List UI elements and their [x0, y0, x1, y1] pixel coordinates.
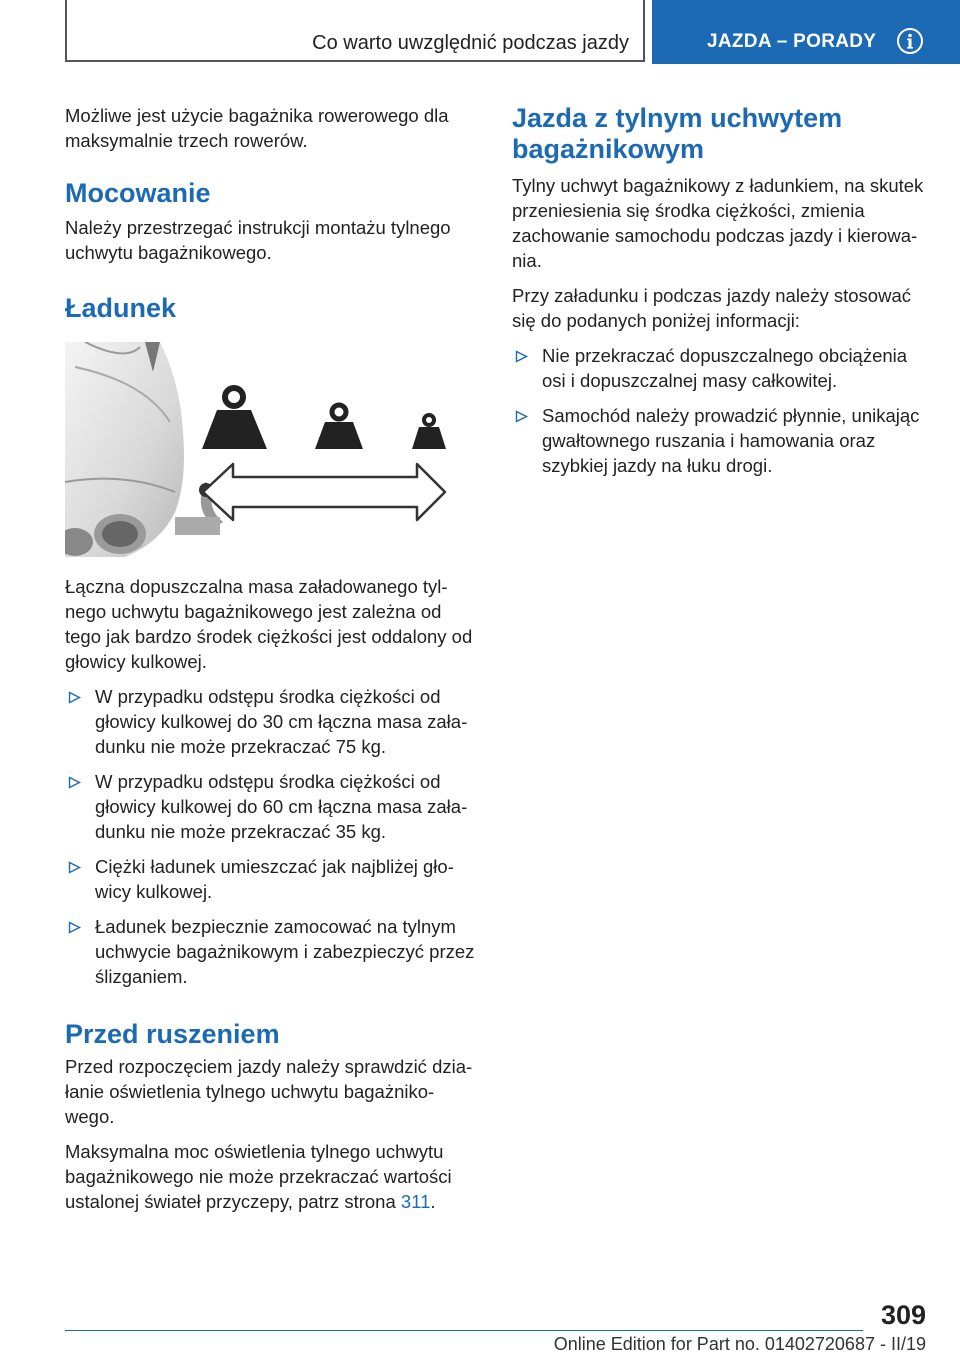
triangle-bullet-icon — [68, 776, 81, 789]
ladunek-caption: Łączna dopuszczalna masa załadowanego tylnego uchwytu bagażnikowego jest zależna od tego jak bardzo środek ciężkości jest oddalony od głowicy kulkowej. — [65, 576, 473, 672]
weight-medium-icon — [315, 405, 363, 449]
header-section-tab[interactable] — [652, 0, 960, 64]
przed-paragraph-1: Przed rozpoczęciem jazdy należy sprawdzić działanie oświetlenia tylnego uchwytu bagażnikowego. — [65, 1056, 473, 1127]
jazda-paragraph-2: Przy załadunku i podczas jazdy należy stosować się do podanych poniżej informacji: — [512, 285, 911, 331]
list-item — [512, 403, 927, 478]
list-item-text: Ciężki ładunek umieszczać jak najbliżej głowicy kulkowej. — [95, 856, 454, 902]
right-column — [512, 103, 927, 488]
ladunek-bullet-list — [65, 684, 477, 989]
heading-przed-ruszeniem: Przed ruszeniem — [65, 1019, 280, 1049]
przed-paragraph-2-text: Maksymalna moc oświetlenia tylnego uchwytu bagażnikowego nie może przekraczać wartości ustalonej świateł przyczepy, patrz strona — [65, 1141, 452, 1212]
jazda-bullet-list — [512, 343, 927, 478]
left-column — [65, 103, 477, 1224]
page-link-311[interactable]: 311 — [400, 1191, 431, 1212]
heading-ladunek: Ładunek — [65, 293, 177, 323]
list-item — [65, 769, 477, 844]
footer-divider — [65, 1330, 863, 1331]
weight-large-icon — [202, 388, 267, 449]
list-item — [65, 854, 477, 904]
triangle-bullet-icon — [68, 691, 81, 704]
przed-paragraph-2 — [65, 1139, 477, 1214]
list-item — [512, 343, 927, 393]
intro-paragraph: Możliwe jest użycie bagażnika rowerowego dla maksymalnie trzech rowerów. — [65, 105, 449, 151]
list-item — [65, 914, 477, 989]
list-item-text: Samochód należy prowadzić płynnie, unikając gwałtownego ruszania i hamowania oraz szybkiej jazdy na łuku drogi. — [542, 405, 920, 476]
list-item — [65, 684, 477, 759]
section-label: JAZDA – PORADY — [707, 31, 877, 52]
list-item-text: Nie przekraczać dopuszczalnego obciążenia osi i dopuszczalnej masy całkowitej. — [542, 345, 908, 391]
list-item-text: Ładunek bezpiecznie zamocować na tylnym uchwycie bagażnikowym i zabezpieczyć przez ślizganiem. — [95, 916, 475, 987]
info-circle-icon[interactable] — [896, 27, 924, 55]
przed-paragraph-2-end: . — [430, 1191, 436, 1212]
mocowanie-paragraph: Należy przestrzegać instrukcji montażu tylnego uchwytu bagażnikowego. — [65, 217, 451, 263]
triangle-bullet-icon — [68, 861, 81, 874]
triangle-bullet-icon — [68, 921, 81, 934]
page-number: 309 — [880, 1300, 926, 1330]
triangle-bullet-icon — [515, 350, 528, 363]
list-item-text: W przypadku odstępu środka ciężkości od głowicy kulkowej do 30 cm łączna masa załadunku nie może przekraczać 75 kg. — [95, 686, 468, 757]
weight-small-icon — [412, 415, 446, 449]
tow-bar-load-illustration — [65, 342, 477, 557]
footer-edition: Online Edition for Part no. 01402720687 - II/19 — [553, 1334, 926, 1354]
chapter-title: Co warto uwzględnić podczas jazdy — [312, 32, 629, 54]
header-chapter-box — [65, 0, 645, 62]
triangle-bullet-icon — [515, 410, 528, 423]
jazda-paragraph-1: Tylny uchwyt bagażnikowy z ładunkiem, na skutek przeniesienia się środka ciężkości, zmienia zachowanie samochodu podczas jazdy i kierowania. — [512, 175, 924, 271]
heading-mocowanie: Mocowanie — [65, 178, 211, 208]
heading-jazda-z-uchwytem: Jazda z tylnym uchwytem bagażnikowym — [512, 103, 843, 164]
list-item-text: W przypadku odstępu środka ciężkości od głowicy kulkowej do 60 cm łączna masa załadunku nie może przekraczać 35 kg. — [95, 771, 468, 842]
